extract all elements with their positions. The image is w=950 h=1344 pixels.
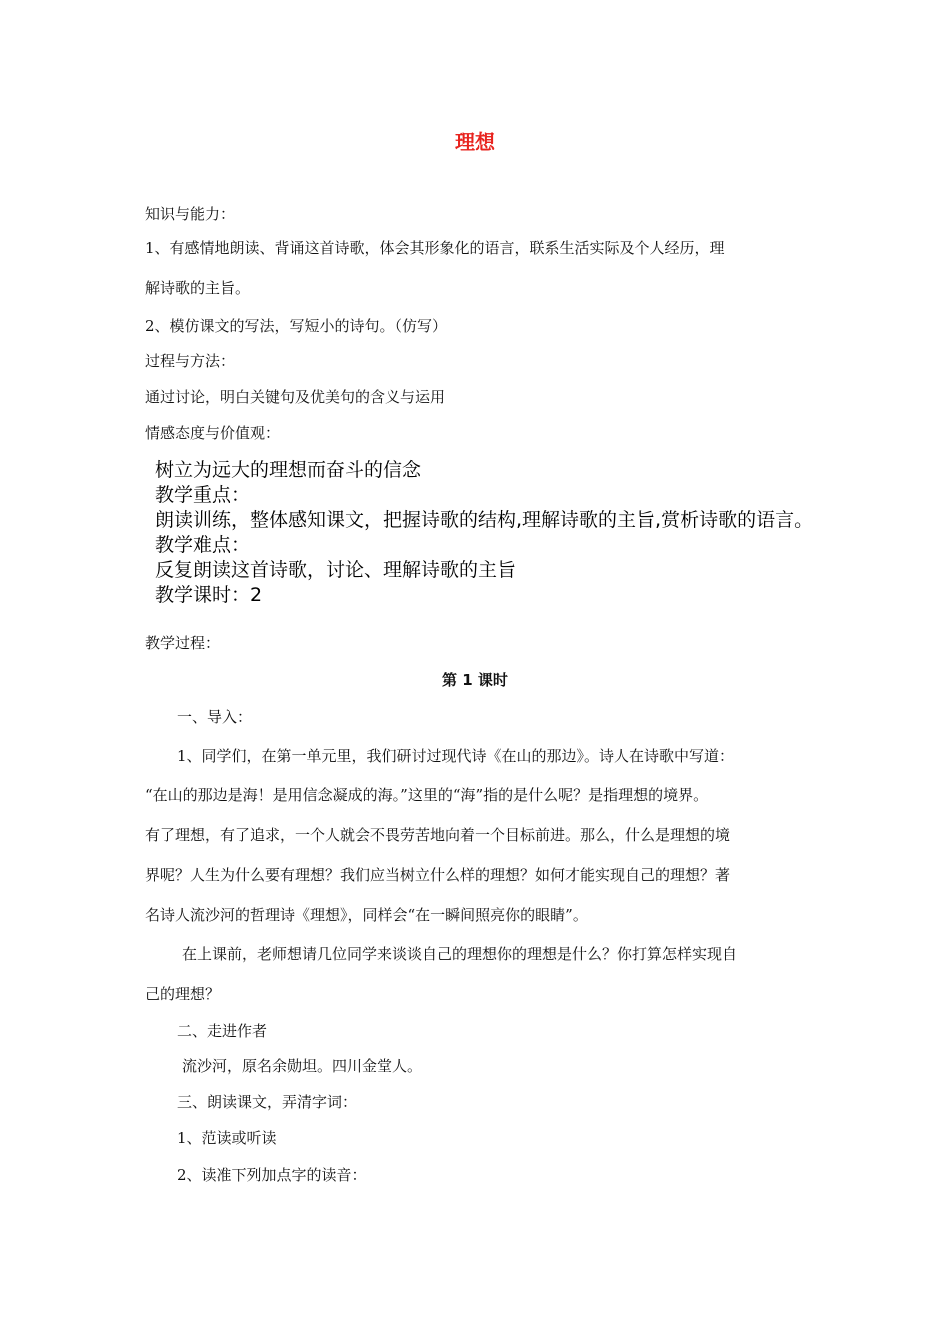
image-line-key-points: 朗读训练，整体感知课文，把握诗歌的结构,理解诗歌的主旨,赏析诗歌的语言。 — [155, 509, 814, 531]
reading-step-1: 1、范读或听读 — [177, 1129, 277, 1147]
image-line-goal: 树立为远大的理想而奋斗的信念 — [155, 459, 422, 481]
intro-paragraph-line-2: “在山的那边是海！是用信念凝成的海。”这里的“海”指的是什么呢？是指理想的境界。 — [145, 786, 709, 804]
image-line-periods: 教学课时：2 — [155, 584, 263, 606]
process-heading: 过程与方法： — [145, 352, 236, 370]
intro-paragraph-line-1: 1、同学们，在第一单元里，我们研讨过现代诗《在山的那边》。诗人在诗歌中写道： — [177, 747, 735, 765]
objective-item-1-cont: 解诗歌的主旨。 — [145, 279, 251, 297]
objective-item-1: 1、有感情地朗读、背诵这首诗歌，体会其形象化的语言，联系生活实际及个人经历，理 — [145, 239, 725, 257]
emotion-heading: 情感态度与价值观： — [145, 424, 281, 442]
section-author: 二、走进作者 — [177, 1022, 268, 1040]
objective-item-2: 2、模仿课文的写法，写短小的诗句。（仿写） — [145, 317, 448, 335]
lesson-title: 第 1 课时 — [442, 671, 508, 689]
section-reading: 三、朗读课文，弄清字词： — [177, 1093, 358, 1111]
intro-paragraph-line-4: 界呢？人生为什么要有理想？我们应当树立什么样的理想？如何才能实现自己的理想？著 — [145, 866, 731, 884]
section-introduction: 一、导入： — [177, 708, 253, 726]
image-line-difficulty: 反复朗读这首诗歌，讨论、理解诗歌的主旨 — [155, 559, 517, 581]
intro-paragraph-line-3: 有了理想，有了追求，一个人就会不畏劳苦地向着一个目标前进。那么，什么是理想的境 — [145, 826, 731, 844]
process-text: 通过讨论，明白关键句及优美句的含义与运用 — [145, 388, 446, 406]
discussion-paragraph-line-2: 己的理想？ — [145, 985, 221, 1003]
reading-step-2: 2、读准下列加点字的读音： — [177, 1166, 367, 1184]
image-line-key-heading: 教学重点： — [155, 484, 251, 506]
page-title: 理想 — [455, 130, 495, 154]
author-text: 流沙河，原名余勋坦。四川金堂人。 — [182, 1057, 423, 1075]
knowledge-heading: 知识与能力： — [145, 205, 236, 223]
discussion-paragraph-line-1: 在上课前，老师想请几位同学来谈谈自己的理想你的理想是什么？你打算怎样实现自 — [182, 945, 738, 963]
teaching-process-heading: 教学过程： — [145, 634, 221, 652]
intro-paragraph-line-5: 名诗人流沙河的哲理诗《理想》，同样会“在一瞬间照亮你的眼睛”。 — [145, 906, 588, 924]
image-line-difficulty-heading: 教学难点： — [155, 534, 251, 556]
